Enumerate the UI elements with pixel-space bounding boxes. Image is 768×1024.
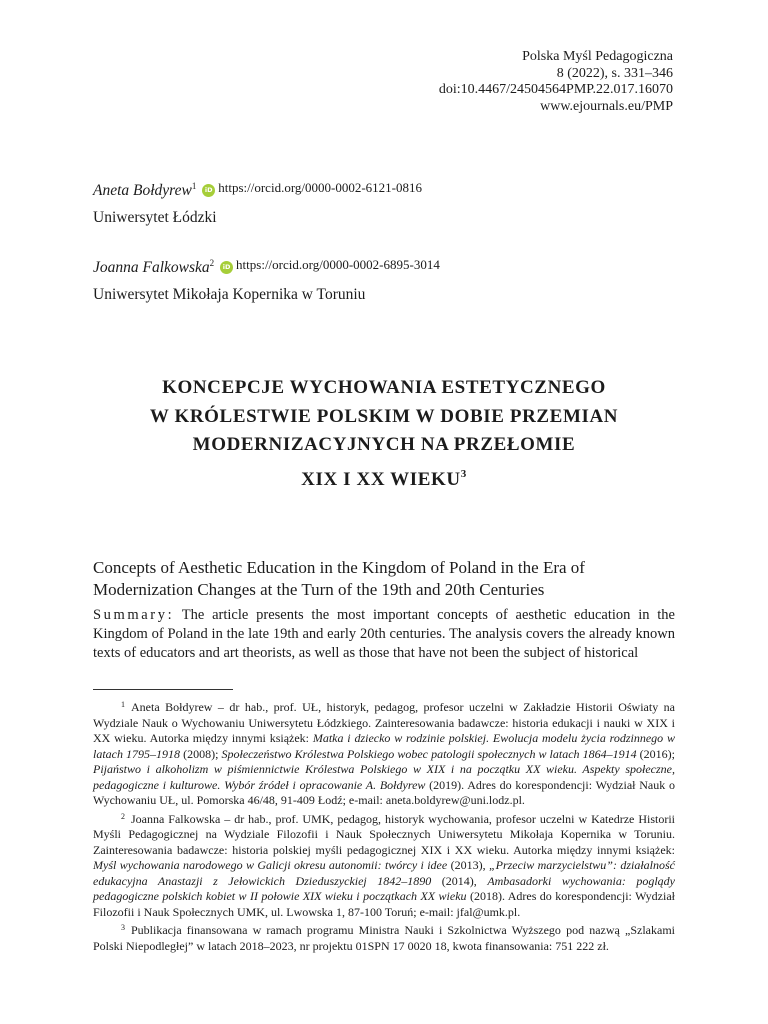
footnotes: [93, 697, 675, 954]
author-1: [93, 180, 422, 200]
footnote-1: $^1$ Aneta Bołdyrew – dr hab., prof. UŁ, historyk, pedagog, profesor uczelni w Zakładzie Historii Oświaty na Wydziale Nauk o Wychowaniu Uniwersytetu Łódzkiego. Zainteresowania badawcze: historia edukacji i nauki w XIX i XX wieku. Autorka między innymi książek: Matka i dziecko w rodzinie polskiej. Ewolucja modelu życia rodzinnego w latach 1795–1918 (2008); Społeczeństwo Królestwa Polskiego wobec patologii społecznych w latach 1864–1914 (2016); Pijaństwo i alkoholizm w piśmiennictwie Królestwa Polskiego w XIX i na początku XX wieku. Aspekty społeczne, pedagogiczne i kulturowe. Wybór źródeł i opracowanie A. Bołdyrew (2019). Adres do korespondencji: Wydział Nauk o Wychowaniu UŁ, ul. Pomorska 46/48, 91-409 Łodź; e-mail: aneta.boldyrew@uni.lodz.pl.: [93, 700, 676, 807]
author-name: Joanna Falkowska$^2$: [93, 258, 215, 276]
summary-text: The article presents the most important concepts of aesthetic education in the Kingdom of Poland in the late 19th and early 20th centuries. The analysis covers the already known texts of educators and art theorists, as well as those that have not been the subject of historical: [93, 607, 675, 661]
orcid-icon[interactable]: iD: [202, 184, 215, 197]
footnote-mark: 2: [121, 811, 125, 821]
footnote-2: $^2$ Joanna Falkowska – dr hab., prof. UMK, pedagog, historyk wychowania, profesor uczelni w Katedrze Historii Myśli Pedagogicznej na Wydziale Filozofii i Nauk Społecznych Uniwersytetu Mikołaja Kopernika w Toruniu. Zainteresowania badawcze: historia polskiej myśli pedagogicznej XIX i XX wieku. Autorka między innymi książek: Myśl wychowania narodowego w Galicji okresu autonomii: twórcy i idee (2013), „Przeciw marzycielstwu”: działalność edukacyjna Anastazji z Jełowickich Dzieduszyckiej 1842–1890 (2014), Ambasadorki wychowania: poglądy pedagogiczne polskich kobiet w II połowie XIX wieku i początkach XX wieku (2018). Adres do korespondencji: Wydział Filozofii i Nauk Społecznych UMK, ul. Lwowska 1, 87-100 Toruń; e-mail: jfal@umk.pl.: [93, 811, 675, 919]
summary-label: Summary:: [93, 607, 175, 623]
journal-issue: 8 (2022), s. 331–346: [556, 65, 673, 81]
footnote-3: $^3$ Publikacja finansowana w ramach programu Ministra Nauki i Szkolnictwa Wyższego pod nazwą „Szlakami Polski Niepodległej” w latach 2018–2023, nr projektu 01SPN 17 0020 18, kwota finansowania: 751 222 zł.: [93, 923, 675, 953]
footnote-mark: 3: [121, 923, 125, 932]
journal-info: [439, 49, 673, 115]
footnote-mark[interactable]: 2: [209, 258, 215, 268]
article-first-page: [93, 0, 675, 1024]
footnote-mark[interactable]: 3: [460, 467, 467, 480]
footnote-divider: [93, 689, 233, 690]
english-title: Concepts of Aesthetic Education in the Kingdom of Poland in the Era of Modernization Changes at the Turn of the 19th and 20th Centuries: [93, 558, 585, 599]
journal-doi[interactable]: doi:10.4467/24504564PMP.22.017.16070: [438, 82, 673, 97]
journal-url[interactable]: www.ejournals.eu/PMP: [540, 98, 673, 114]
author-2: [93, 257, 440, 277]
author-2-affiliation: Uniwersytet Mikołaja Kopernika w Toruniu: [93, 286, 366, 303]
journal-name: Polska Myśl Pedagogiczna: [522, 49, 673, 64]
author-name: Aneta Bołdyrew$^1$: [93, 181, 197, 199]
orcid-link[interactable]: https://orcid.org/0000-0002-6121-0816: [218, 180, 423, 195]
footnote-mark: 1: [121, 700, 125, 709]
title-line: XIX I XX WIEKU$^3$: [301, 467, 467, 490]
summary: [93, 606, 675, 663]
title-line: KONCEPCJE WYCHOWANIA ESTETYCZNEGO: [162, 377, 606, 398]
orcid-icon[interactable]: iD: [220, 261, 233, 274]
title-line: MODERNIZACYJNYCH NA PRZEŁOMIE: [192, 434, 576, 455]
article-title: [93, 374, 675, 494]
title-line: W KRÓLESTWIE POLSKIM W DOBIE PRZEMIAN: [149, 405, 619, 427]
footnote-mark[interactable]: 1: [191, 181, 197, 191]
orcid-link[interactable]: https://orcid.org/0000-0002-6895-3014: [236, 257, 440, 272]
author-1-affiliation: Uniwersytet Łódzki: [93, 209, 217, 226]
